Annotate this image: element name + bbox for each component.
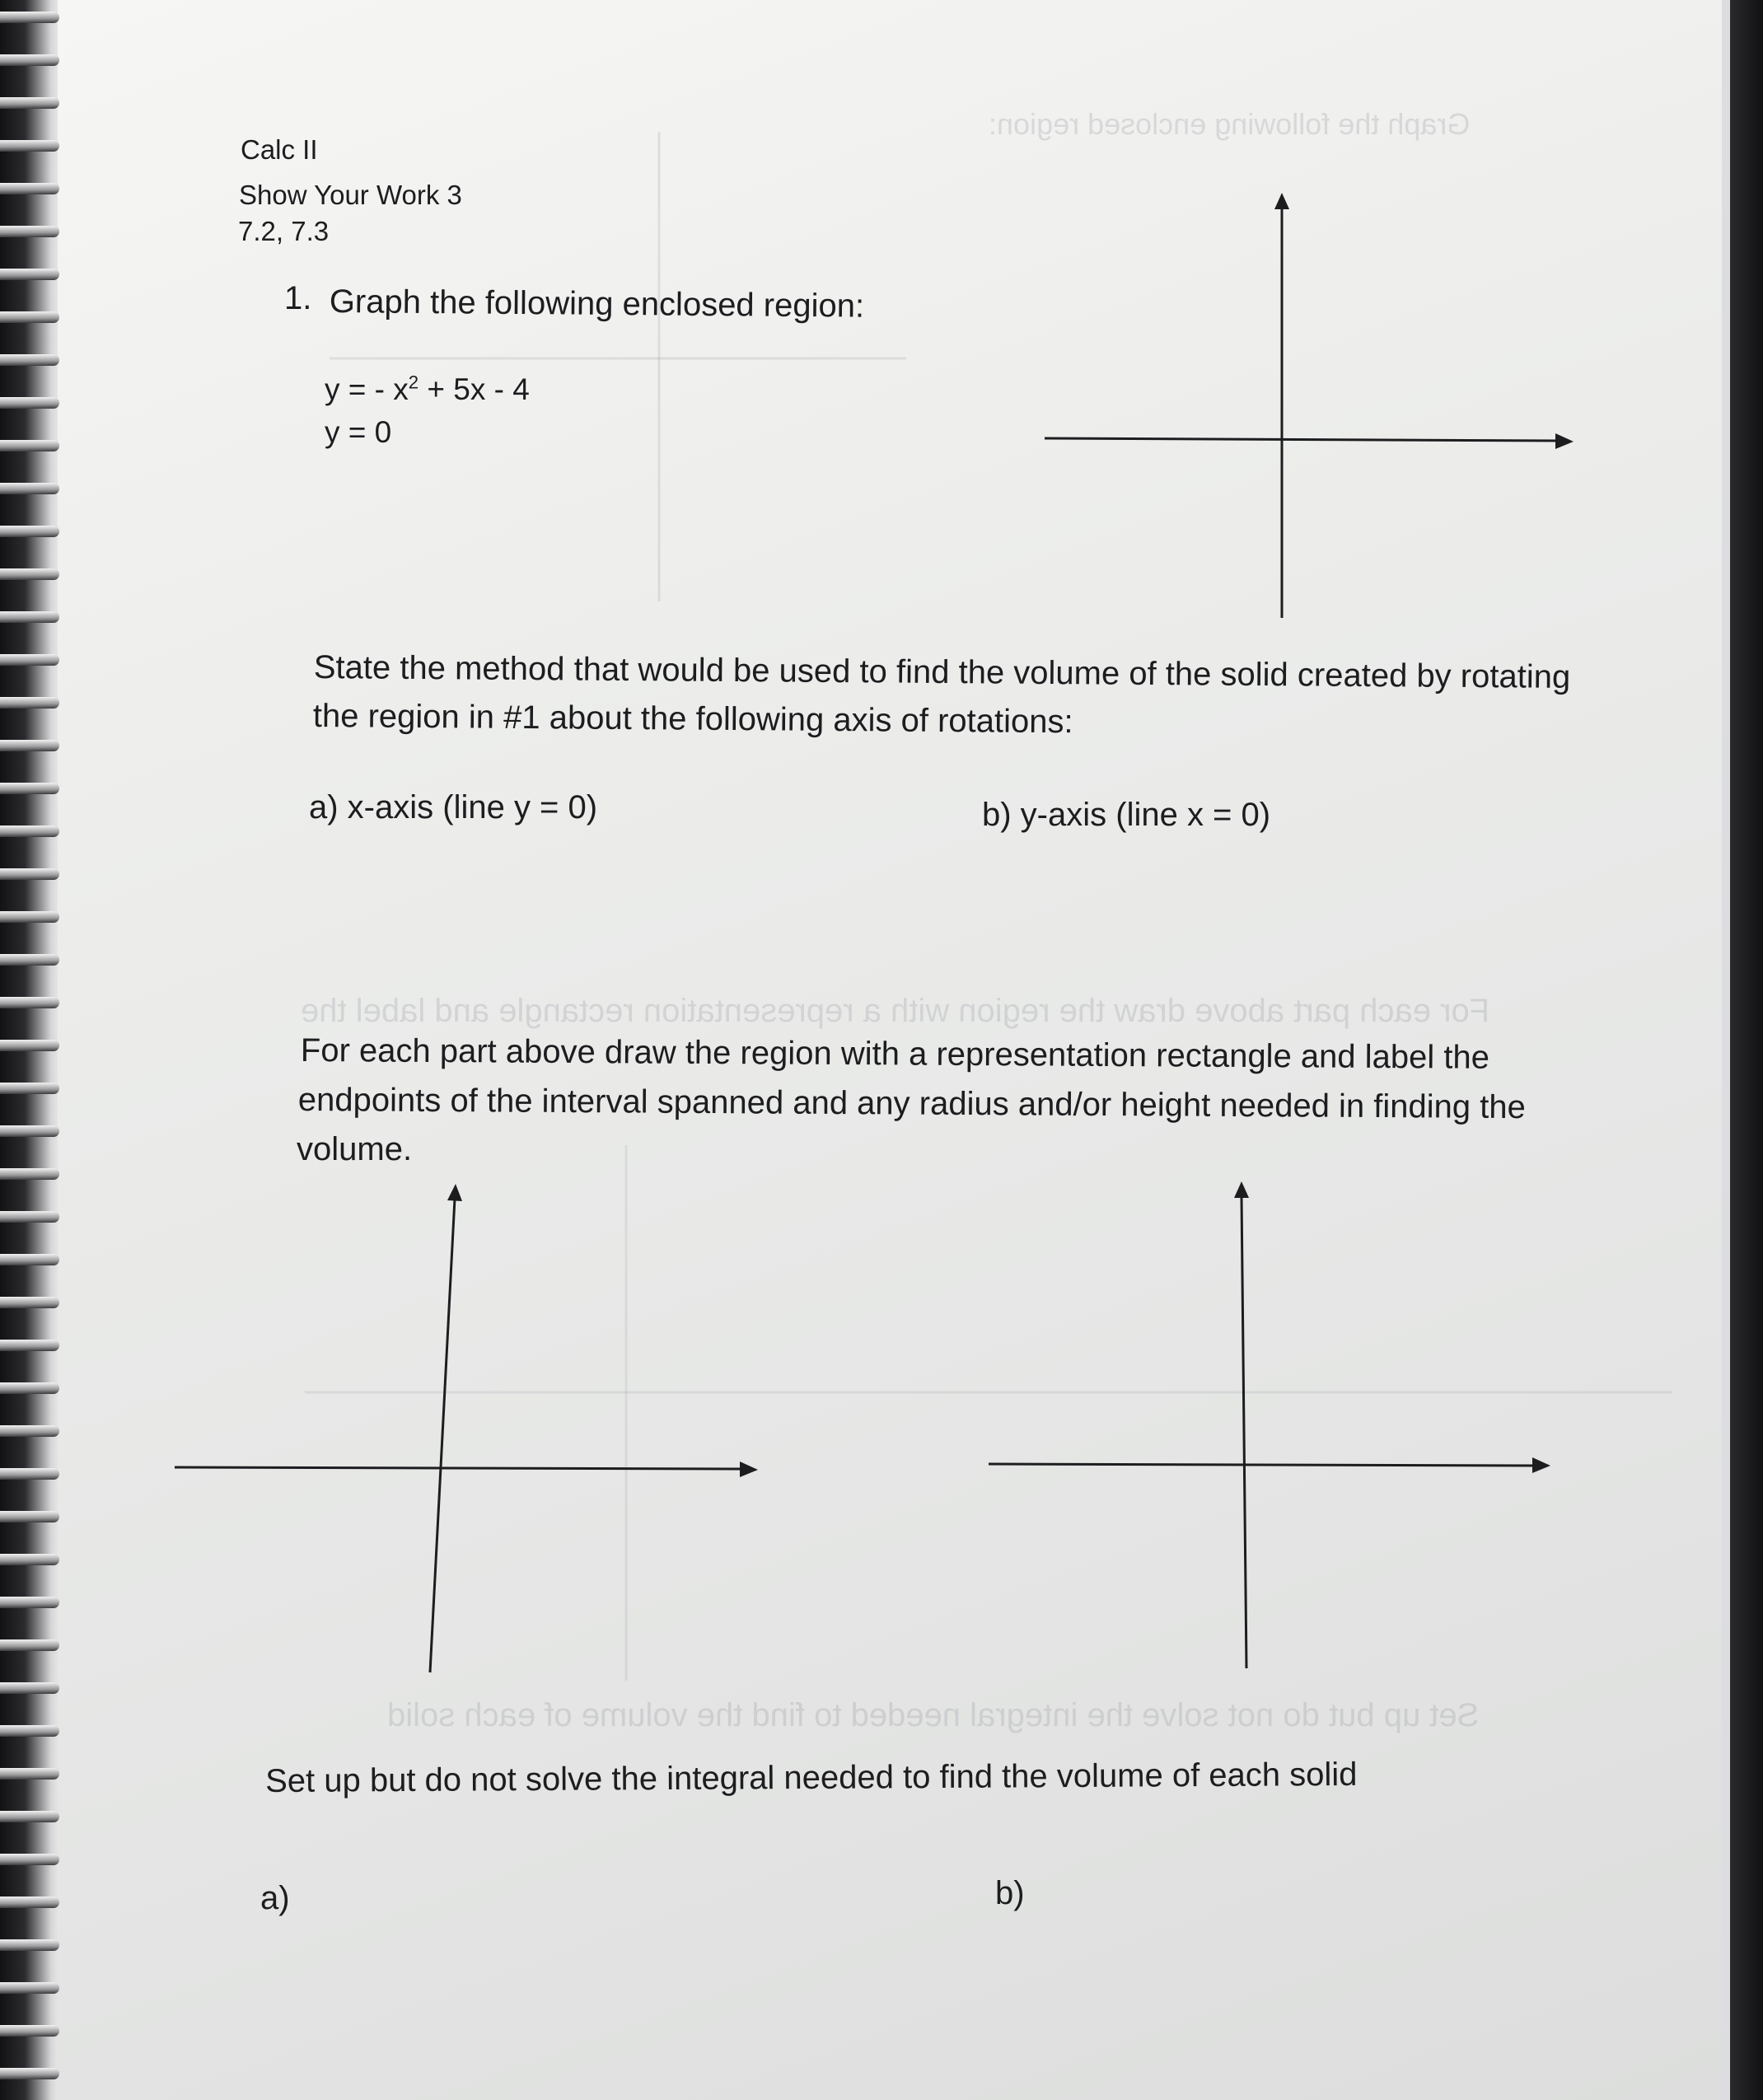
binding-coil [0, 1254, 59, 1265]
binding-coil [0, 1768, 59, 1780]
binding-coil [0, 1168, 59, 1180]
x-axis [175, 1467, 741, 1469]
binding-coil [0, 354, 59, 366]
graph-axes-part-b [972, 1170, 1565, 1681]
binding-coil [0, 1597, 59, 1608]
binding-coil [0, 440, 59, 451]
binding-coil [0, 954, 59, 966]
binding-coil [0, 311, 59, 323]
binding-coil [0, 740, 59, 751]
binding-coil [0, 1040, 59, 1051]
binding-coil [0, 2025, 59, 2037]
integral-prompt: Set up but do not solve the integral needed to find the volume of each solid [265, 1756, 1358, 1799]
integral-part-a: a) [260, 1880, 290, 1916]
method-prompt-line-2: the region in #1 about the following axis of rotations: [312, 698, 1073, 741]
binding-coil [0, 826, 59, 837]
method-prompt-line-1: State the method that would be used to find the volume of the solid created by rotating [313, 649, 1571, 695]
binding-coil [0, 911, 59, 923]
binding-coil [0, 1639, 59, 1651]
graph-axes-part-a [165, 1174, 774, 1685]
binding-coil [0, 1425, 59, 1437]
binding-coil [0, 1682, 59, 1694]
y-axis [430, 1199, 455, 1672]
binding-coil [0, 1725, 59, 1737]
method-part-b: b) y-axis (line x = 0) [982, 797, 1271, 833]
equation-line: y = 0 [325, 415, 392, 449]
binding-coil [0, 568, 59, 580]
binding-coil [0, 1382, 59, 1394]
binding-coil [0, 12, 59, 23]
binding-coil [0, 697, 59, 709]
binding-coil [0, 783, 59, 794]
binding-coil [0, 54, 59, 66]
binding-coil [0, 397, 59, 409]
binding-coil [0, 1982, 59, 1994]
x-axis-arrow [1532, 1457, 1550, 1473]
binding-coil [0, 97, 59, 109]
binding-coil [0, 2068, 59, 2079]
problem-1-prompt: Graph the following enclosed region: [329, 283, 865, 325]
draw-instructions-line-1: For each part above draw the region with a representation rectangle and label the [300, 1032, 1490, 1076]
binding-coil [0, 1340, 59, 1351]
y-axis [1242, 1196, 1246, 1668]
bleed-through-text: Graph the following enclosed region: [989, 107, 1471, 141]
equation-parabola [325, 372, 530, 407]
section-numbers: 7.2, 7.3 [238, 216, 330, 246]
binding-coil [0, 1083, 59, 1094]
binding-coil [0, 1125, 59, 1137]
x-axis-arrow [1555, 433, 1574, 449]
y-axis-arrow [1234, 1181, 1249, 1198]
y-axis-arrow [447, 1184, 462, 1201]
spiral-binding [0, 0, 58, 2100]
course-title: Calc II [241, 134, 318, 165]
desk-background [1730, 0, 1763, 2100]
binding-coil [0, 1811, 59, 1822]
equation-parabola-tail: + 5x - 4 [419, 372, 530, 406]
equation-parabola-lead: y = - x [325, 372, 409, 406]
binding-coil [0, 1897, 59, 1908]
y-axis-arrow [1274, 193, 1289, 209]
draw-instructions-line-2: endpoints of the interval spanned and any radius and/or height needed in finding the [297, 1082, 1526, 1126]
binding-coil [0, 269, 59, 280]
binding-coil [0, 1854, 59, 1865]
binding-coil [0, 1468, 59, 1480]
binding-coil [0, 997, 59, 1008]
binding-coil [0, 1511, 59, 1522]
equation-exponent: 2 [408, 372, 419, 393]
x-axis-arrow [740, 1462, 758, 1477]
binding-coil [0, 654, 59, 666]
graph-axes-problem-1 [1038, 181, 1582, 626]
binding-coil [0, 526, 59, 537]
bleed-through-text: Set up but do not solve the integral needed to find the volume of each solid [387, 1697, 1480, 1733]
binding-coil [0, 226, 59, 237]
binding-coil [0, 183, 59, 194]
x-axis [1045, 438, 1559, 441]
bleed-through-text: For each part above draw the region with a representation rectangle and label the [301, 993, 1490, 1029]
binding-coil [0, 1297, 59, 1308]
binding-coil [0, 1939, 59, 1951]
binding-coil [0, 868, 59, 880]
assignment-title: Show Your Work 3 [239, 180, 462, 210]
binding-coil [0, 1211, 59, 1223]
draw-instructions-line-3: volume. [297, 1131, 413, 1167]
binding-coil [0, 611, 59, 623]
method-part-a: a) x-axis (line y = 0) [309, 789, 598, 826]
binding-coil [0, 483, 59, 494]
binding-coil [0, 1554, 59, 1565]
x-axis [989, 1464, 1534, 1466]
binding-coil [0, 140, 59, 152]
integral-part-b: b) [995, 1875, 1025, 1911]
problem-1-number: 1. [284, 280, 312, 316]
